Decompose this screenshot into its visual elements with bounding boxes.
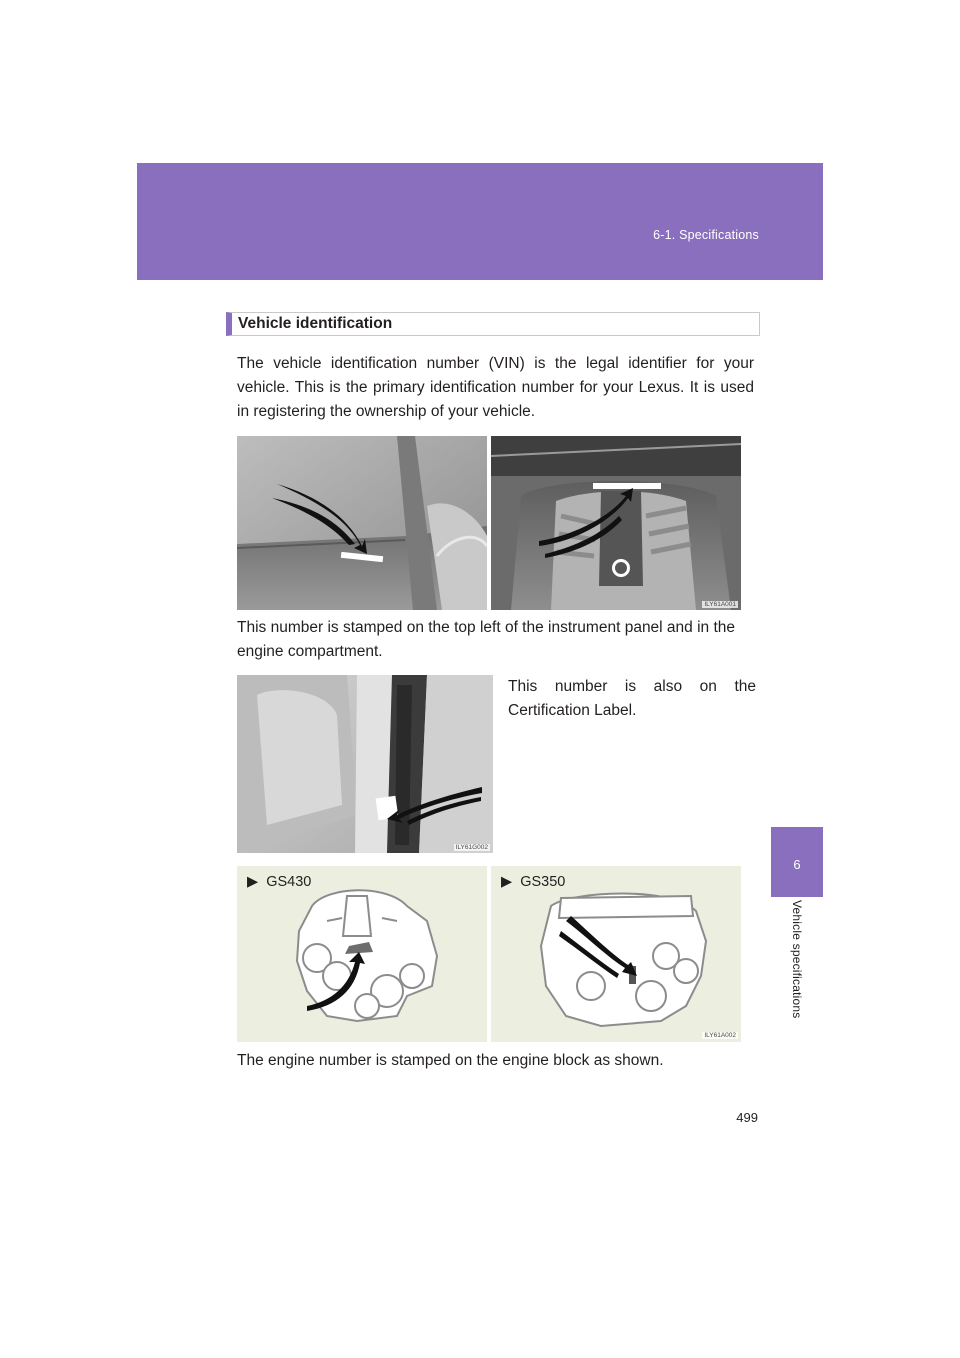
engine-number-note: The engine number is stamped on the engine block as shown. bbox=[237, 1052, 664, 1069]
section-heading bbox=[226, 312, 760, 336]
play-arrow-icon: ▶ bbox=[247, 874, 259, 890]
stamp-note: This number is stamped on the top left of the instrument panel and in the engine compartment. bbox=[237, 619, 736, 660]
chapter-tab bbox=[771, 827, 823, 897]
page-number: 499 bbox=[736, 1110, 758, 1125]
engine-diagram-gs350 bbox=[491, 866, 741, 1042]
chapter-label-wrapper bbox=[787, 900, 807, 1020]
figure-code-engine: ILY61A002 bbox=[704, 1032, 736, 1039]
intro-paragraph: The vehicle identification number (VIN) is the legal identifier for your vehicle. This is the primary identification number for your Lexus. It is used in registering the ownership of your vehicle. bbox=[237, 355, 754, 420]
variant-name-gs430: GS430 bbox=[266, 874, 312, 890]
engine-diagram-gs430 bbox=[237, 866, 487, 1042]
play-arrow-icon: ▶ bbox=[501, 874, 513, 890]
certification-label-photo bbox=[237, 675, 493, 853]
chapter-label: Vehicle specifications bbox=[790, 900, 804, 1019]
dashboard-vin-photo bbox=[237, 436, 487, 610]
header-band bbox=[137, 163, 823, 280]
engine-vin-photo bbox=[491, 436, 741, 610]
chapter-number: 6 bbox=[793, 857, 801, 872]
variant-label-gs430 bbox=[247, 874, 311, 890]
section-label: 6-1. Specifications bbox=[653, 228, 759, 242]
certification-note: This number is also on the Certification Label. bbox=[508, 678, 756, 719]
variant-name-gs350: GS350 bbox=[520, 874, 566, 890]
variant-label-gs350 bbox=[501, 874, 565, 890]
figure-code-cert: ILY61G002 bbox=[455, 844, 488, 851]
section-heading-text: Vehicle identification bbox=[238, 315, 393, 332]
figure-code-vin: ILY61A001 bbox=[704, 601, 736, 608]
